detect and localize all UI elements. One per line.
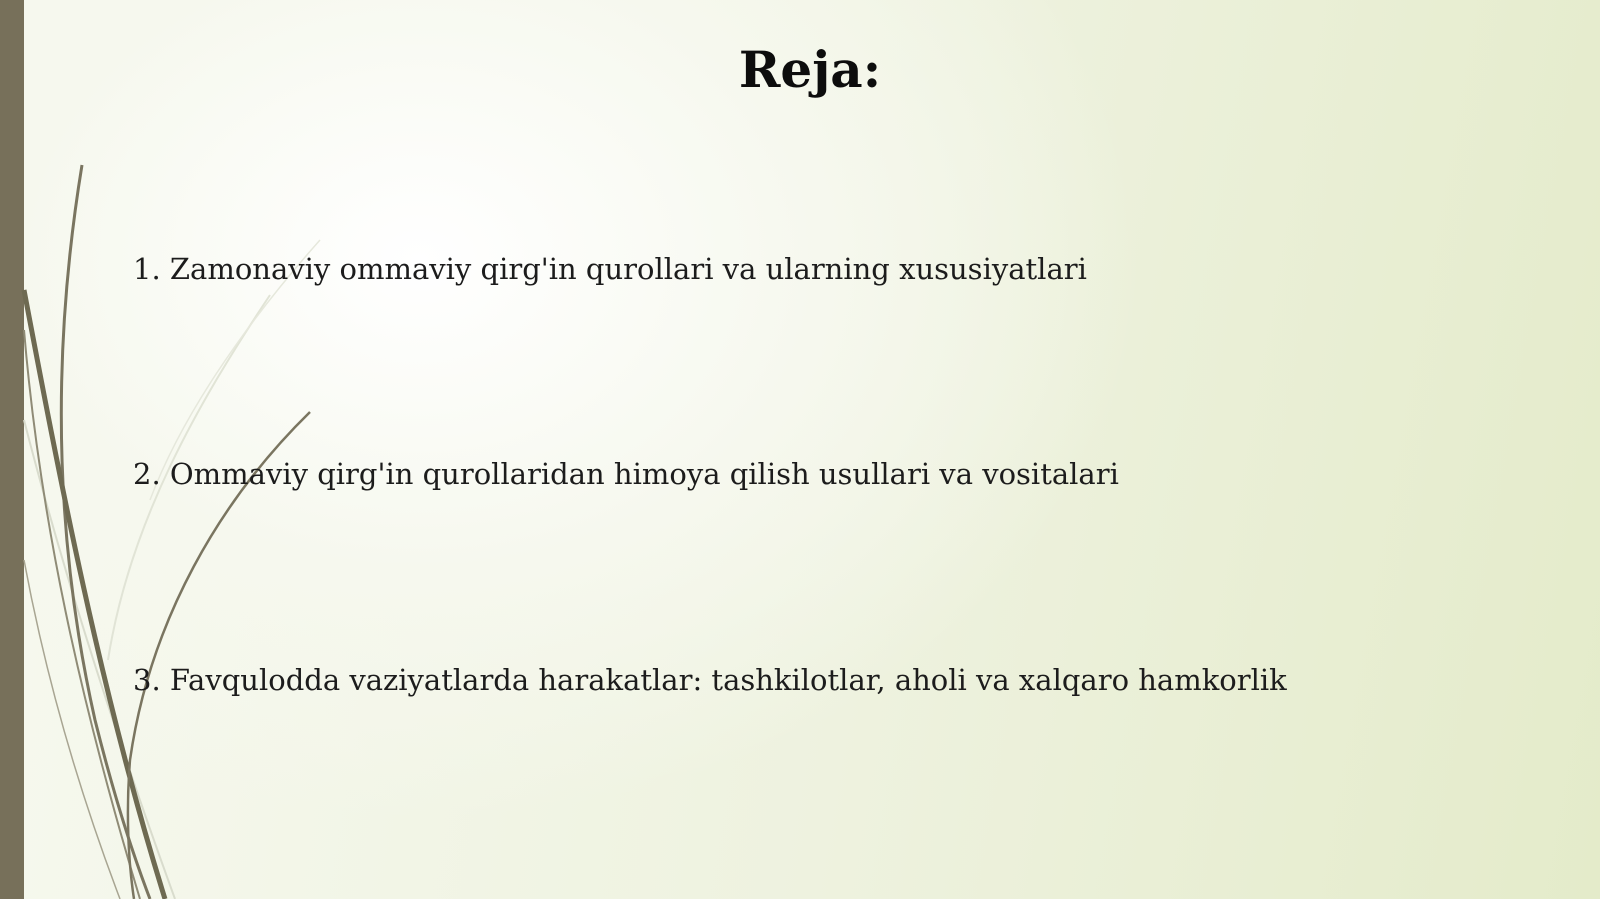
plan-item-1: 1. Zamonaviy ommaviy qirg'in qurollari va ularning xususiyatlari [133, 252, 1087, 286]
plan-item-3: 3. Favqulodda vaziyatlarda harakatlar: tashkilotlar, aholi va xalqaro hamkorlik [133, 663, 1287, 697]
slide-title: Reja: [738, 40, 882, 99]
plan-item-2: 2. Ommaviy qirg'in qurollaridan himoya qilish usullari va vositalari [133, 457, 1119, 491]
